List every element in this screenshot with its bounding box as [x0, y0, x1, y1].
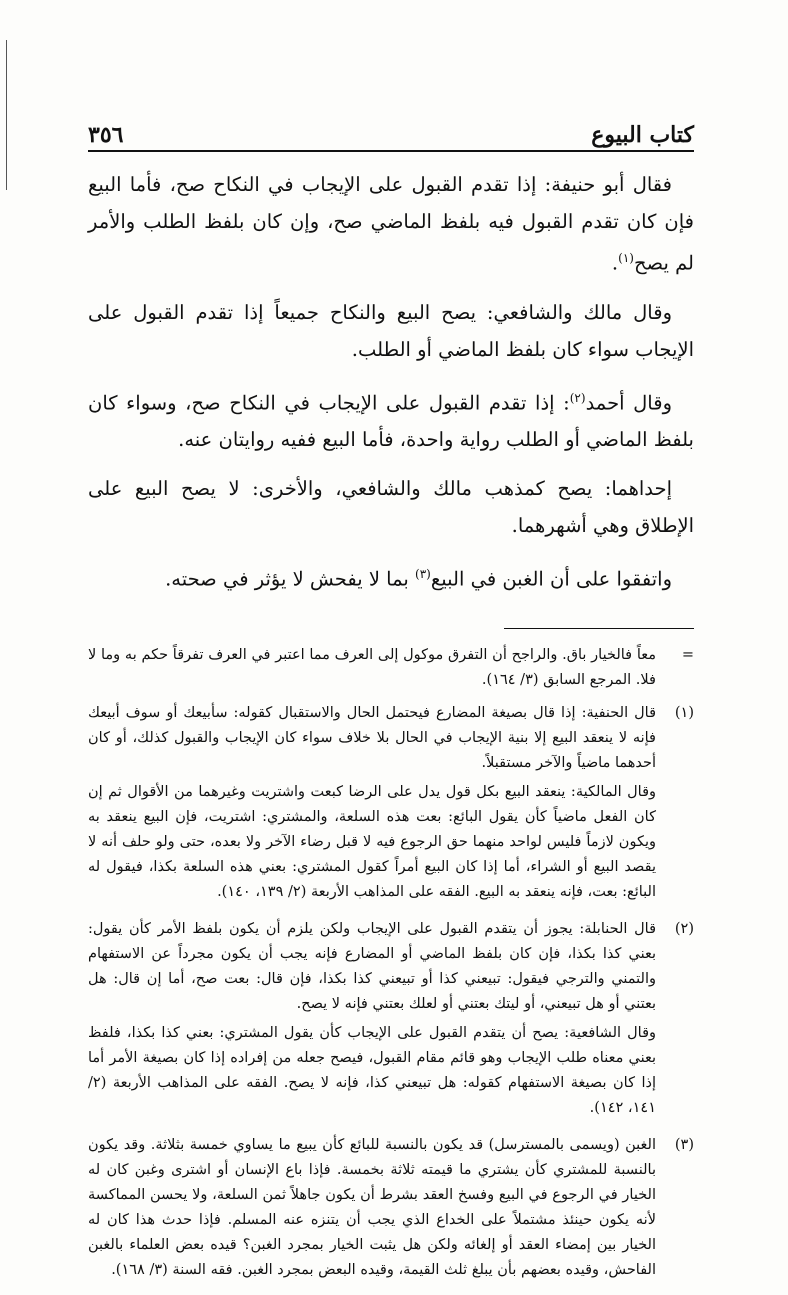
- header-rule: [88, 150, 694, 152]
- paragraph-ahmad: وقال أحمد$^{(٢)}$: إذا تقدم القبول على الإيجاب في النكاح صح، وسواء كان بلفظ الماضي أو الطلب رواية واحدة، فأما البيع ففيه روايتان عنه.: [88, 390, 694, 451]
- footnote-body: [88, 701, 656, 909]
- footnote-body: معاً فالخيار باق. والراجح أن التفرق موكول إلى العرف مما اعتبر في العرف تفرقاً حكم به وما لا فلا. المرجع السابق (٣/ ١٦٤).: [88, 646, 656, 688]
- paragraph-ghabn: واتفقوا على أن الغبن في البيع$^{(٣)}$ بما لا يفحش لا يؤثر في صحته.: [165, 567, 672, 591]
- margin-line: [6, 40, 7, 190]
- footnote-paragraph: وقال الشافعية: يصح أن يتقدم القبول على الإيجاب كأن يقول المشتري: بعني كذا بكذا، فلفظ بعني معناه طلب الإيجاب وهو قائم مقام القبول، فيصح جعله من إفراده إذا كان بصيغة الأمر أما إذا كان بصيغة الاستفهام كقوله: هل تبيعني كذا، فإنه لا يصح. الفقه على المذاهب الأربعة (٢/ ١٤١، ١٤٢).: [88, 1024, 656, 1116]
- footnote-paragraph: قال الحنابلة: يجوز أن يتقدم القبول على الإيجاب ولكن يلزم أن يكون بلفظ الأمر كأن يقول: بعني كذا بكذا، فإن كان بلفظ الماضي أو المضارع فإنه يجب أن يكون مجرداً عن الاستفهام والتمني والترجي فيقول: تبيعني كذا أو تبيعني كذا بكذا، فإن قال: بعت صح، أما إن قال: هل بعتني أو هل تبيعني، أو ليتك بعتني أو لعلك بعتني فإنه لا يصح.: [88, 920, 656, 1012]
- running-title: كتاب البيوع: [591, 122, 694, 148]
- book-page: [88, 96, 694, 1295]
- footnote-mark: (٣): [674, 1136, 694, 1153]
- footnote-ref-3: (٣): [415, 567, 431, 581]
- page-header: [88, 96, 694, 148]
- footnotes: [88, 643, 694, 1287]
- footnote-mark: (٢): [674, 920, 694, 937]
- footnote-ref-1: (١): [618, 251, 634, 265]
- footnote-1: [88, 701, 694, 909]
- paragraph-malik-shafii: وقال مالك والشافعي: يصح البيع والنكاح جميعاً إذا تقدم القبول على الإيجاب سواء كان بلفظ الماضي أو الطلب.: [88, 300, 694, 361]
- footnote-mark: =: [681, 646, 694, 663]
- footnote-continued: [88, 643, 694, 693]
- footnote-paragraph: وقال المالكية: ينعقد البيع بكل قول يدل على الرضا كبعت واشتريت وغيرهما من الأقوال ثم إن كان الفعل ماضياً كأن يقول البائع: بعت هذه السلعة، والمشتري: اشتريت، فإن البيع ينعقد به ويكون لازماً فليس لواحد منهما حق الرجوع فيه لا قبل رضاء الآخر ولا بعده، حتى ولو حلف أنه لا يقصد البيع أو الشراء، أما إذا كان البيع أمراً كقول المشتري: بعني هذه السلعة بكذا، فيقول له البائع: بعت، فإنه ينعقد به البيع. الفقه على المذاهب الأربعة (٢/ ١٣٩، ١٤٠).: [88, 783, 656, 900]
- footnote-ref-2: (٢): [569, 390, 586, 405]
- paragraph-abu-hanifa: فقال أبو حنيفة: إذا تقدم القبول على الإيجاب في النكاح صح، فأما البيع فإن كان تقدم القبول فيه بلفظ الماضي صح، وإن كان بلفظ الطلب والأمر لم يصح$^{(١)}$.: [88, 173, 694, 275]
- footnote-rule: [504, 628, 694, 629]
- paragraph-two-narrations: إحداهما: يصح كمذهب مالك والشافعي، والأخرى: لا يصح البيع على الإطلاق وهي أشهرهما.: [88, 477, 694, 537]
- footnote-mark: (١): [674, 704, 694, 721]
- footnote-2: [88, 917, 694, 1125]
- page-number: ٣٥٦: [88, 122, 124, 148]
- footnote-paragraph: الغبن (ويسمى بالمسترسل) قد يكون بالنسبة للبائع كأن يبيع ما يساوي خمسة بثلاثة. وقد يكون بالنسبة للمشتري كأن يشتري ما قيمته ثلاثة بخمسة. فإذا باع الإنسان أو اشترى وغبن كان له الخيار في الرجوع في البيع وفسخ العقد بشرط أن يكون جاهلاً ثمن السلعة، ولا يحسن المماكسة لأنه يكون حينئذ مشتملاً على الخداع الذي يجب أن يتنزه عنه المسلم. فإذا حدث هذا كان له الخيار بين إمضاء العقد أو إلغائه ولكن هل يثبت الخيار بمجرد الغبن؟ قيده بعض العلماء بالغبن الفاحش، وقيده بعضهم بأن يبلغ ثلث القيمة، وقيده البعض بمجرد الغبن. فقه السنة (٣/ ١٦٨).: [88, 1136, 656, 1278]
- footnote-body: [88, 917, 656, 1125]
- main-text: [88, 166, 694, 598]
- footnote-paragraph: قال الحنفية: إذا قال بصيغة المضارع فيحتمل الحال والاستقبال كقوله: سأبيعك أو سوف أبيعك فإنه لا ينعقد البيع إلا بنية الإيجاب في الحال بلا خلاف سواء كان الإيجاب والقبول كذلك، أو كان أحدهما ماضياً والآخر مستقبلاً.: [88, 704, 656, 771]
